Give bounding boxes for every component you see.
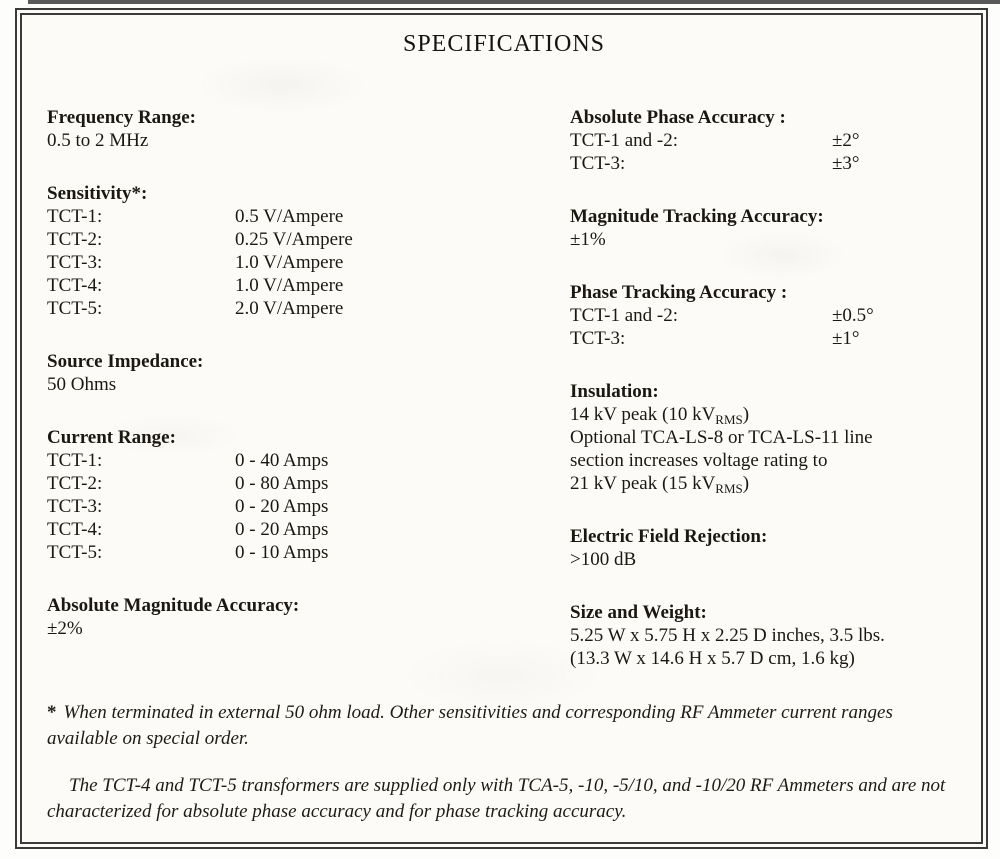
spec-row: [570, 129, 961, 152]
spec-label: TCT-3:: [47, 496, 103, 517]
spec-label: TCT-2:: [47, 229, 103, 250]
spec-label: TCT-4:: [47, 519, 103, 540]
spec-row: [47, 274, 570, 297]
spec-label: TCT-1:: [47, 450, 103, 471]
section-heading: Magnitude Tracking Accuracy:: [570, 206, 824, 227]
footnote-sensitivity: * When terminated in external 50 ohm load. Other sensitivities and corresponding RF Ammeter current ranges available on special order.: [47, 702, 893, 749]
spec-label: TCT-4:: [47, 275, 103, 296]
spec-label: TCT-1 and -2:: [570, 130, 679, 151]
spec-value: ±1%: [570, 229, 606, 250]
section-heading: Phase Tracking Accuracy :: [570, 282, 788, 303]
section-heading: Source Impedance:: [47, 351, 204, 372]
spec-value: 2.0 V/Ampere: [235, 298, 344, 319]
spec-value: 0.5 V/Ampere: [235, 206, 344, 227]
spec-label: TCT-5:: [47, 542, 103, 563]
absolute-phase-accuracy-section: [570, 106, 961, 175]
size-weight-line-1: 5.25 W x 5.75 H x 2.25 D inches, 3.5 lbs.: [570, 625, 885, 646]
absolute-magnitude-accuracy-section: [47, 594, 570, 640]
electric-field-rejection-section: [570, 525, 961, 571]
spec-row: [570, 304, 961, 327]
spec-label: TCT-1:: [47, 206, 103, 227]
spec-row: [570, 327, 961, 350]
page-title: SPECIFICATIONS: [402, 31, 606, 57]
spec-value: 0 - 20 Amps: [235, 496, 329, 517]
spec-value: ±2°: [832, 130, 860, 151]
spec-label: TCT-3:: [47, 252, 103, 273]
insulation-line-2: Optional TCA-LS-8 or TCA-LS-11 line: [570, 427, 873, 448]
spec-label: TCT-3:: [570, 328, 626, 349]
size-weight-line-2: (13.3 W x 14.6 H x 5.7 D cm, 1.6 kg): [570, 648, 855, 669]
spec-row: [47, 228, 570, 251]
scan-artifact-line: [28, 0, 1000, 4]
spec-row: [47, 297, 570, 320]
spec-row: [47, 541, 570, 564]
current-range-section: [47, 426, 570, 564]
spec-value: ±2%: [47, 618, 83, 639]
insulation-section: [570, 380, 961, 495]
source-impedance-section: [47, 350, 570, 396]
frequency-range-section: [47, 106, 570, 152]
spec-label: TCT-3:: [570, 153, 626, 174]
section-heading: Size and Weight:: [570, 602, 707, 623]
asterisk-marker: *: [47, 702, 57, 723]
right-column: [570, 106, 961, 670]
spec-value: 0 - 10 Amps: [235, 542, 329, 563]
spec-value: ±3°: [832, 153, 860, 174]
spec-value: 0.5 to 2 MHz: [47, 130, 149, 151]
rms-subscript: RMS: [715, 412, 743, 427]
spec-row: [47, 518, 570, 541]
insulation-line-3: section increases voltage rating to: [570, 450, 828, 471]
spec-value: 50 Ohms: [47, 374, 117, 395]
footnotes: [47, 700, 961, 825]
spec-value: >100 dB: [570, 549, 637, 570]
section-heading: Sensitivity*:: [47, 183, 148, 204]
section-heading: Absolute Phase Accuracy :: [570, 107, 786, 128]
sensitivity-section: [47, 182, 570, 320]
insulation-line-4: 21 kV peak (15 $kV_{RMS}$): [570, 473, 750, 496]
left-column: [47, 106, 570, 670]
spec-value: 1.0 V/Ampere: [235, 252, 344, 273]
spec-value: 0 - 80 Amps: [235, 473, 329, 494]
spec-row: [47, 251, 570, 274]
spec-value: ±0.5°: [832, 305, 874, 326]
section-heading: Frequency Range:: [47, 107, 196, 128]
spec-row: [47, 472, 570, 495]
footnote-tct45: The TCT-4 and TCT-5 transformers are supplied only with TCA-5, -10, -5/10, and -10/20 RF Ammeters and are not characterized for absolute phase accuracy and for phase tracking accuracy.: [47, 775, 946, 822]
section-heading: Absolute Magnitude Accuracy:: [47, 595, 300, 616]
spec-row: [570, 152, 961, 175]
spec-row: [47, 495, 570, 518]
spec-columns: [47, 106, 961, 670]
insulation-line-1: 14 kV peak (10 $kV_{RMS}$): [570, 404, 750, 427]
section-heading: Insulation:: [570, 381, 659, 402]
spec-label: TCT-1 and -2:: [570, 305, 679, 326]
spec-label: TCT-2:: [47, 473, 103, 494]
spec-value: 0 - 20 Amps: [235, 519, 329, 540]
section-heading: Electric Field Rejection:: [570, 526, 768, 547]
specifications-page: [15, 8, 988, 849]
section-heading: Current Range:: [47, 427, 176, 448]
spec-row: [47, 205, 570, 228]
rms-subscript: RMS: [715, 481, 743, 496]
phase-tracking-accuracy-section: [570, 281, 961, 350]
spec-row: [47, 449, 570, 472]
spec-value: ±1°: [832, 328, 860, 349]
spec-value: 1.0 V/Ampere: [235, 275, 344, 296]
size-and-weight-section: [570, 601, 961, 670]
spec-label: TCT-5:: [47, 298, 103, 319]
spec-value: 0 - 40 Amps: [235, 450, 329, 471]
spec-value: 0.25 V/Ampere: [235, 229, 353, 250]
magnitude-tracking-accuracy-section: [570, 205, 961, 251]
